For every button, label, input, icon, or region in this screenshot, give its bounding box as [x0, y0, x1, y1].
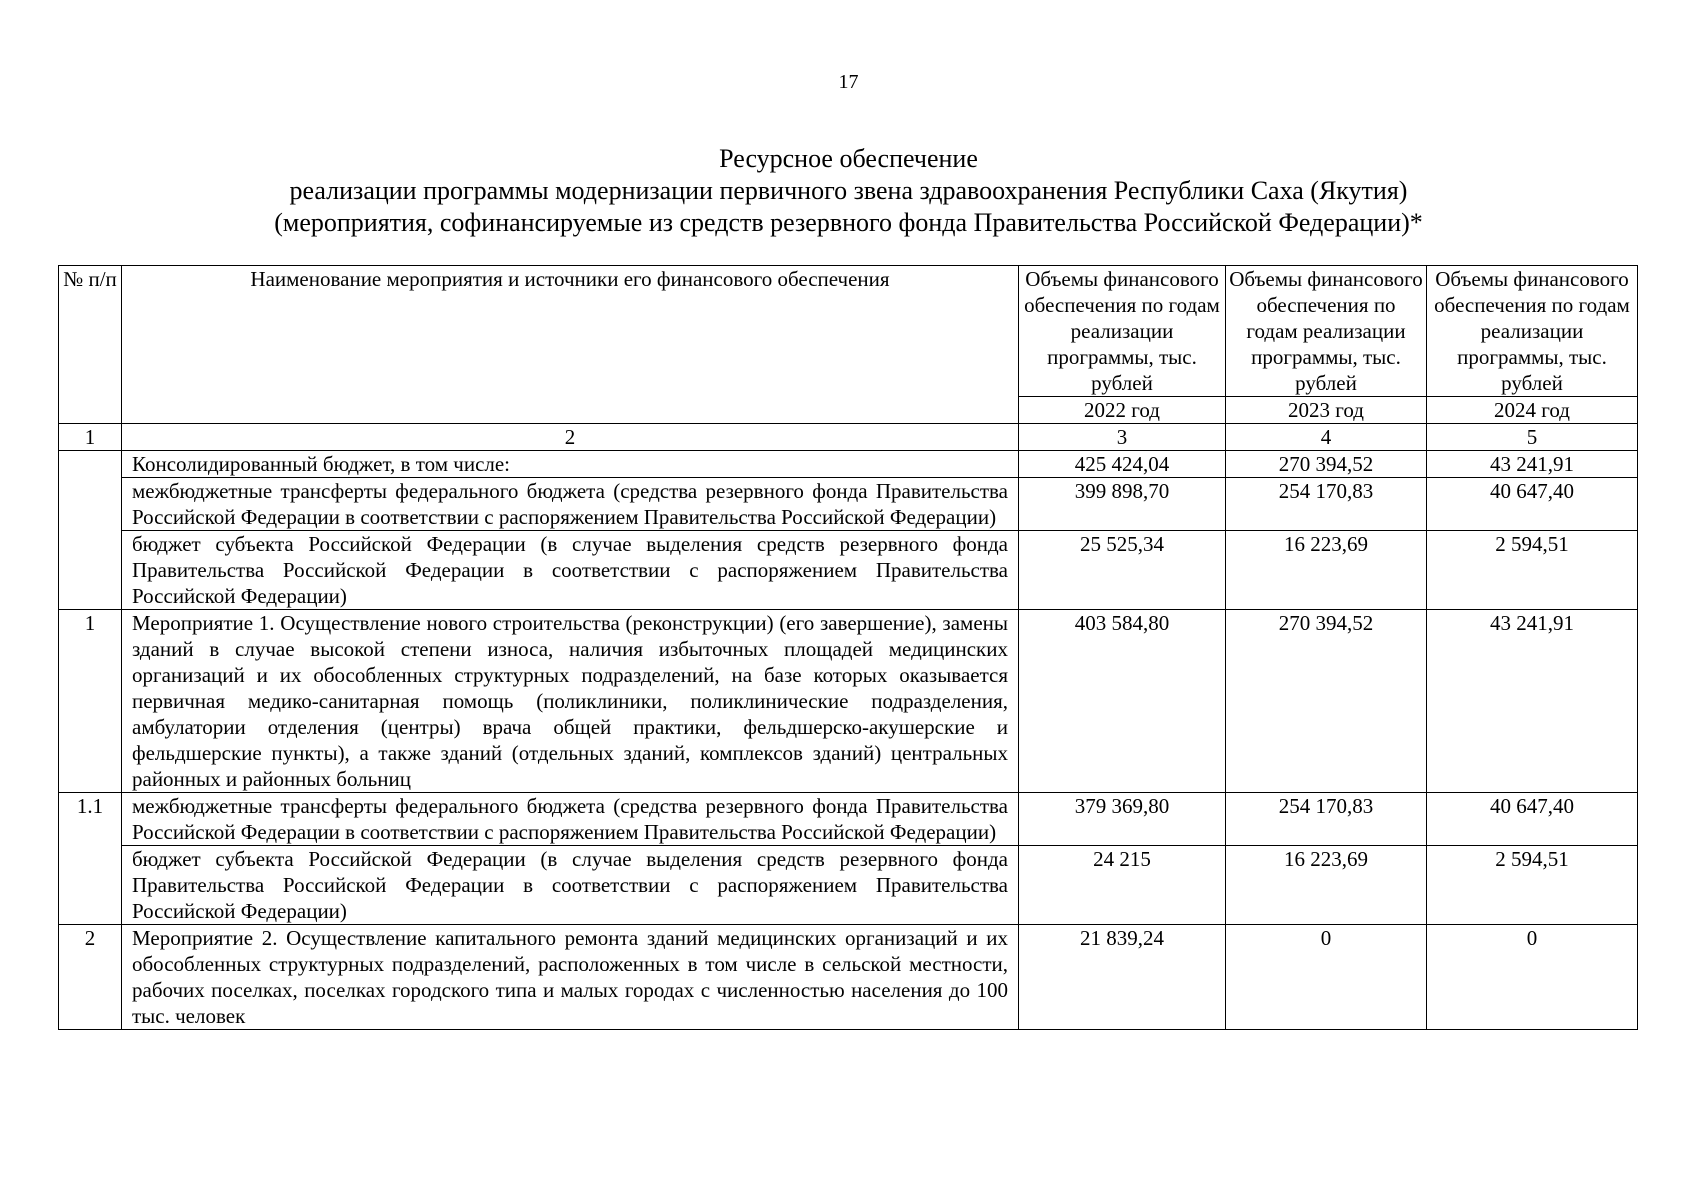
- column-number-4: 4: [1226, 424, 1427, 451]
- header-name-cell: Наименование мероприятия и источники его финансового обеспечения: [122, 266, 1019, 424]
- row-value-2023: 254 170,83: [1226, 793, 1427, 846]
- row-name-cell: Мероприятие 1. Осуществление нового строительства (реконструкции) (его завершение), замены зданий в случае высокой степени износа, наличия избыточных площадей медицинских организаций и их обособленных структурных подразделений, на базе которых оказывается первичная медико-санитарная помощь (поликлиники, поликлинические подразделения, амбулатории отделения (центры) врача общей практики, фельдшерско-акушерские и фельдшерские пункты), а также зданий (отдельных зданий, комплексов зданий) центральных районных и районных больниц: [122, 610, 1019, 793]
- row-number-cell: 2: [59, 925, 122, 1030]
- row-value-2023: 270 394,52: [1226, 451, 1427, 478]
- row-value-2022: 399 898,70: [1019, 478, 1226, 531]
- row-value-2023: 254 170,83: [1226, 478, 1427, 531]
- row-value-2024: 2 594,51: [1427, 531, 1638, 610]
- row-value-2022: 379 369,80: [1019, 793, 1226, 846]
- header-volume-cell-4: Объемы финансового обеспечения по годам реализации программы, тыс. рублей: [1226, 266, 1427, 397]
- row-value-2024: 40 647,40: [1427, 478, 1638, 531]
- row-value-2023: 270 394,52: [1226, 610, 1427, 793]
- header-year-2023: 2023 год: [1226, 397, 1427, 424]
- header-row: [59, 266, 1638, 397]
- row-value-2023: 16 223,69: [1226, 531, 1427, 610]
- row-value-2022: 21 839,24: [1019, 925, 1226, 1030]
- column-numbers-row: [59, 424, 1638, 451]
- row-value-2024: 2 594,51: [1427, 846, 1638, 925]
- page-number: 17: [838, 71, 859, 93]
- row-number-cell: [59, 451, 122, 610]
- title-line-1: Ресурсное обеспечение: [719, 144, 978, 173]
- row-value-2024: 43 241,91: [1427, 451, 1638, 478]
- row-value-2024: 43 241,91: [1427, 610, 1638, 793]
- column-number-5: 5: [1427, 424, 1638, 451]
- row-value-2023: 0: [1226, 925, 1427, 1030]
- title-line-3: (мероприятия, софинансируемые из средств резервного фонда Правительства Российской Федерации)*: [274, 208, 1423, 237]
- table-row-measure-1: [59, 610, 1638, 793]
- header-volume-cell-3: Объемы финансового обеспечения по годам реализации программы, тыс. рублей: [1019, 266, 1226, 397]
- table-row-measure-1-1-subject: [59, 846, 1638, 925]
- row-value-2024: 40 647,40: [1427, 793, 1638, 846]
- row-value-2022: 24 215: [1019, 846, 1226, 925]
- table-row-measure-1-1-federal: [59, 793, 1638, 846]
- row-name-cell: Консолидированный бюджет, в том числе:: [122, 451, 1019, 478]
- row-number-cell: 1.1: [59, 793, 122, 925]
- title-line-2: реализации программы модернизации первичного звена здравоохранения Республики Саха (Якутия): [289, 176, 1408, 205]
- row-name-cell: межбюджетные трансферты федерального бюджета (средства резервного фонда Правительства Российской Федерации в соответствии с распоряжением Правительства Российской Федерации): [122, 793, 1019, 846]
- header-number-cell: № п/п: [59, 266, 122, 424]
- row-name-cell: межбюджетные трансферты федерального бюджета (средства резервного фонда Правительства Российской Федерации в соответствии с распоряжением Правительства Российской Федерации): [122, 478, 1019, 531]
- row-value-2024: 0: [1427, 925, 1638, 1030]
- column-number-2: 2: [122, 424, 1019, 451]
- row-number-cell: 1: [59, 610, 122, 793]
- header-volume-cell-5: Объемы финансового обеспечения по годам реализации программы, тыс. рублей: [1427, 266, 1638, 397]
- header-year-2022: 2022 год: [1019, 397, 1226, 424]
- row-value-2023: 16 223,69: [1226, 846, 1427, 925]
- resource-table: [58, 265, 1638, 1030]
- table-row-measure-2: [59, 925, 1638, 1030]
- table-row-subject-budget: [59, 531, 1638, 610]
- document-title: [0, 143, 1697, 239]
- table-row-consolidated: [59, 451, 1638, 478]
- row-name-cell: бюджет субъекта Российской Федерации (в случае выделения средств резервного фонда Правительства Российской Федерации в соответствии с распоряжением Правительства Российской Федерации): [122, 531, 1019, 610]
- row-value-2022: 25 525,34: [1019, 531, 1226, 610]
- header-year-2024: 2024 год: [1427, 397, 1638, 424]
- table-row-federal-transfers: [59, 478, 1638, 531]
- column-number-1: 1: [59, 424, 122, 451]
- row-value-2022: 425 424,04: [1019, 451, 1226, 478]
- row-value-2022: 403 584,80: [1019, 610, 1226, 793]
- row-name-cell: Мероприятие 2. Осуществление капитального ремонта зданий медицинских организаций и их обособленных структурных подразделений, расположенных в том числе в сельской местности, рабочих поселках, поселках городского типа и малых городах с численностью населения до 100 тыс. человек: [122, 925, 1019, 1030]
- row-name-cell: бюджет субъекта Российской Федерации (в случае выделения средств резервного фонда Правительства Российской Федерации в соответствии с распоряжением Правительства Российской Федерации): [122, 846, 1019, 925]
- column-number-3: 3: [1019, 424, 1226, 451]
